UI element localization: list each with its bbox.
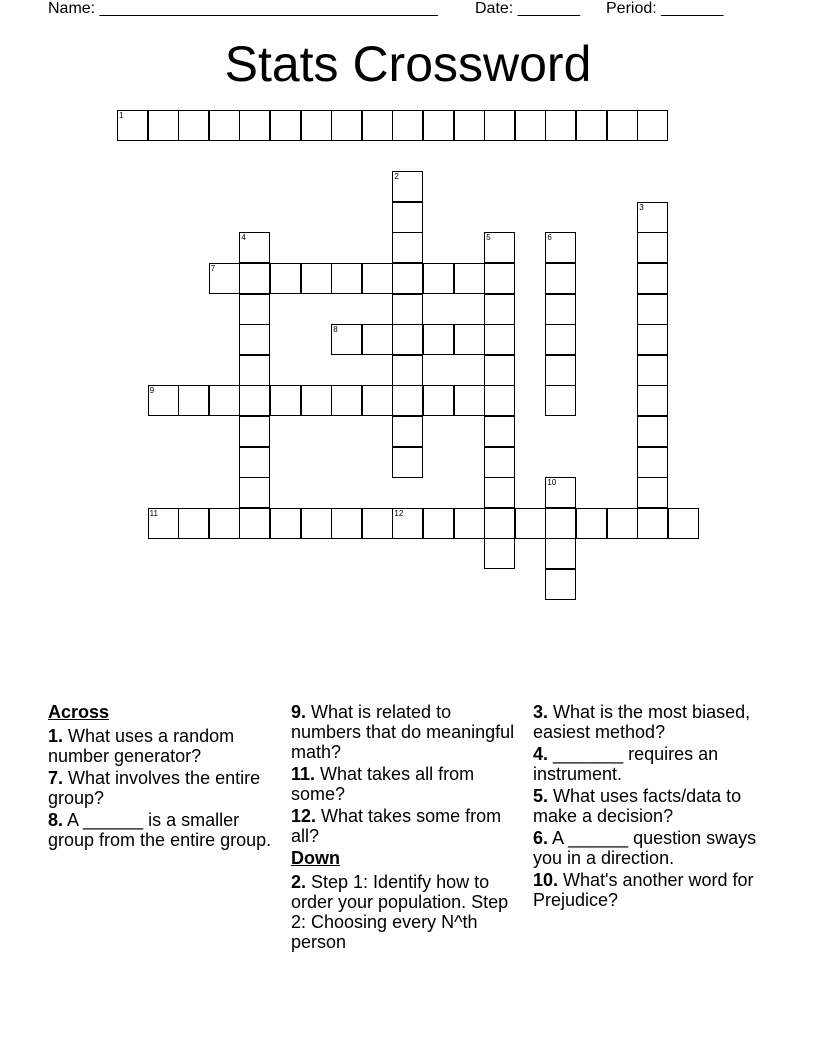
grid-cell[interactable] [239, 294, 270, 325]
grid-cell[interactable] [331, 385, 362, 416]
clue-across-9 [291, 702, 523, 762]
clue-number: 2. [291, 872, 307, 892]
clue-number-label: 12 [394, 508, 404, 518]
grid-cell[interactable] [270, 508, 301, 539]
clue-text: What takes some from all? [291, 806, 502, 846]
clue-number: 7. [48, 768, 64, 788]
grid-cell[interactable] [239, 355, 270, 386]
grid-cell[interactable] [301, 110, 332, 141]
grid-cell[interactable] [362, 385, 393, 416]
clue-column-2 [291, 702, 523, 954]
clue-number: 11. [291, 764, 316, 784]
grid-cell[interactable] [178, 508, 209, 539]
clue-text: Step 1: Identify how to order your population. Step 2: Choosing every N^th person [291, 872, 509, 952]
grid-cell[interactable] [209, 508, 240, 539]
grid-cell[interactable] [545, 569, 576, 600]
grid-cell[interactable] [484, 294, 515, 325]
grid-cell[interactable] [239, 447, 270, 478]
grid-cell[interactable] [392, 324, 423, 355]
name-field[interactable]: Name: ______________________________________ [48, 0, 438, 17]
clue-text: What uses a random number generator? [48, 726, 235, 766]
grid-cell[interactable] [637, 263, 668, 294]
clue-number: 4. [533, 744, 549, 764]
clue-text: What is related to numbers that do meaningful math? [291, 702, 515, 762]
clue-down-2 [291, 872, 523, 952]
grid-cell[interactable] [178, 110, 209, 141]
clue-text: What uses facts/data to make a decision? [533, 786, 742, 826]
clue-number: 9. [291, 702, 307, 722]
grid-cell[interactable] [637, 416, 668, 447]
grid-cell[interactable] [301, 385, 332, 416]
period-field[interactable]: Period: _______ [606, 0, 724, 17]
grid-cell[interactable] [484, 385, 515, 416]
clue-number-label: 8 [333, 325, 338, 335]
grid-cell[interactable] [239, 110, 270, 141]
grid-cell[interactable] [362, 110, 393, 141]
grid-cell[interactable] [637, 232, 668, 263]
grid-cell[interactable] [362, 263, 393, 294]
across-heading: Across [48, 702, 110, 722]
grid-cell[interactable] [545, 385, 576, 416]
clue-down-10 [533, 870, 765, 910]
grid-cell[interactable] [423, 324, 454, 355]
grid-cell[interactable] [637, 447, 668, 478]
grid-cell[interactable] [484, 447, 515, 478]
clue-down-3 [533, 702, 765, 742]
clue-text: What's another word for Prejudice? [533, 870, 754, 910]
grid-cell[interactable] [545, 324, 576, 355]
grid-cell[interactable] [423, 385, 454, 416]
clue-across-1 [48, 726, 280, 766]
grid-cell[interactable] [301, 263, 332, 294]
grid-cell[interactable] [392, 202, 423, 233]
grid-cell[interactable] [545, 538, 576, 569]
clue-number: 12. [291, 806, 317, 826]
grid-cell[interactable] [239, 263, 270, 294]
down-heading: Down [291, 848, 340, 868]
grid-cell[interactable] [454, 110, 485, 141]
clue-number-label: 1 [119, 111, 124, 120]
grid-cell[interactable] [178, 385, 209, 416]
grid-cell[interactable] [392, 355, 423, 386]
grid-cell[interactable] [576, 508, 607, 539]
grid-cell[interactable] [148, 110, 179, 141]
clue-number-label: 4 [241, 233, 246, 243]
clue-number-label: 9 [149, 386, 155, 396]
grid-cell[interactable] [576, 110, 607, 141]
grid-cell[interactable] [209, 385, 240, 416]
grid-cell[interactable] [423, 110, 454, 141]
clue-number: 6. [533, 828, 549, 848]
clue-down-5 [533, 786, 765, 826]
grid-cell[interactable] [239, 324, 270, 355]
grid-cell[interactable] [392, 385, 423, 416]
grid-cell[interactable] [209, 110, 240, 141]
grid-cell[interactable] [454, 263, 485, 294]
clue-number: 10. [533, 870, 559, 890]
grid-cell[interactable] [637, 110, 668, 141]
grid-cell[interactable] [454, 385, 485, 416]
grid-cell[interactable] [362, 324, 393, 355]
clue-text: A ______ question sways you in a direction. [533, 828, 757, 868]
grid-cell[interactable] [637, 508, 668, 539]
grid-cell[interactable] [392, 447, 423, 478]
grid-cell[interactable] [637, 294, 668, 325]
grid-cell[interactable] [545, 508, 576, 539]
clue-across-12 [291, 806, 523, 846]
grid-cell[interactable] [270, 385, 301, 416]
grid-cell[interactable] [423, 508, 454, 539]
grid-cell[interactable] [484, 110, 515, 141]
grid-cell[interactable] [301, 508, 332, 539]
grid-cell[interactable] [270, 263, 301, 294]
grid-cell[interactable] [545, 110, 576, 141]
clue-number-label: 11 [149, 508, 158, 518]
clue-down-4 [533, 744, 765, 784]
grid-cell[interactable] [454, 324, 485, 355]
clue-text: What takes all from some? [291, 764, 475, 804]
clue-number: 3. [533, 702, 549, 722]
grid-cell[interactable] [484, 477, 515, 508]
grid-cell[interactable] [270, 110, 301, 141]
grid-cell[interactable] [392, 110, 423, 141]
grid-cell[interactable] [637, 385, 668, 416]
grid-cell[interactable] [484, 416, 515, 447]
clue-number: 8. [48, 810, 64, 830]
grid-cell[interactable] [607, 508, 638, 539]
grid-cell[interactable] [239, 508, 270, 539]
clue-column-3 [533, 702, 765, 912]
clue-across-8 [48, 810, 280, 850]
date-field[interactable]: Date: _______ [475, 0, 580, 17]
grid-cell[interactable] [392, 294, 423, 325]
clue-number-label: 7 [210, 264, 216, 273]
grid-cell[interactable] [392, 263, 423, 294]
grid-cell[interactable] [484, 324, 515, 355]
grid-cell[interactable] [484, 508, 515, 539]
clue-column-1 [48, 702, 280, 852]
clue-number-label: 5 [486, 233, 491, 243]
page-title: Stats Crossword [224, 36, 592, 92]
grid-cell[interactable] [545, 355, 576, 386]
clue-number-label: 2 [394, 172, 399, 182]
clue-text: _______ requires an instrument. [533, 744, 719, 784]
clue-number: 1. [48, 726, 64, 746]
grid-cell[interactable] [637, 324, 668, 355]
clue-number-label: 6 [547, 233, 552, 243]
grid-cell[interactable] [545, 263, 576, 294]
grid-cell[interactable] [392, 232, 423, 263]
grid-cell[interactable] [239, 477, 270, 508]
grid-cell[interactable] [331, 263, 362, 294]
grid-cell[interactable] [239, 416, 270, 447]
clue-text: What is the most biased, easiest method? [533, 702, 751, 742]
grid-cell[interactable] [331, 110, 362, 141]
grid-cell[interactable] [484, 355, 515, 386]
grid-cell[interactable] [668, 508, 699, 539]
clue-down-6 [533, 828, 765, 868]
grid-cell[interactable] [454, 508, 485, 539]
grid-cell[interactable] [637, 355, 668, 386]
grid-cell[interactable] [515, 508, 546, 539]
grid-cell[interactable] [484, 538, 515, 569]
grid-cell[interactable] [362, 508, 393, 539]
grid-cell[interactable] [423, 263, 454, 294]
clue-text: A ______ is a smaller group from the entire group. [48, 810, 272, 850]
clue-number-label: 10 [547, 478, 557, 488]
grid-cell[interactable] [515, 110, 546, 141]
grid-cell[interactable] [637, 477, 668, 508]
clue-across-7 [48, 768, 280, 808]
grid-cell[interactable] [607, 110, 638, 141]
grid-cell[interactable] [239, 385, 270, 416]
grid-cell[interactable] [392, 416, 423, 447]
clue-number: 5. [533, 786, 549, 806]
grid-cell[interactable] [484, 263, 515, 294]
grid-cell[interactable] [545, 294, 576, 325]
clue-across-11 [291, 764, 523, 804]
clue-text: What involves the entire group? [48, 768, 261, 808]
clue-number-label: 3 [639, 202, 644, 212]
grid-cell[interactable] [331, 508, 362, 539]
